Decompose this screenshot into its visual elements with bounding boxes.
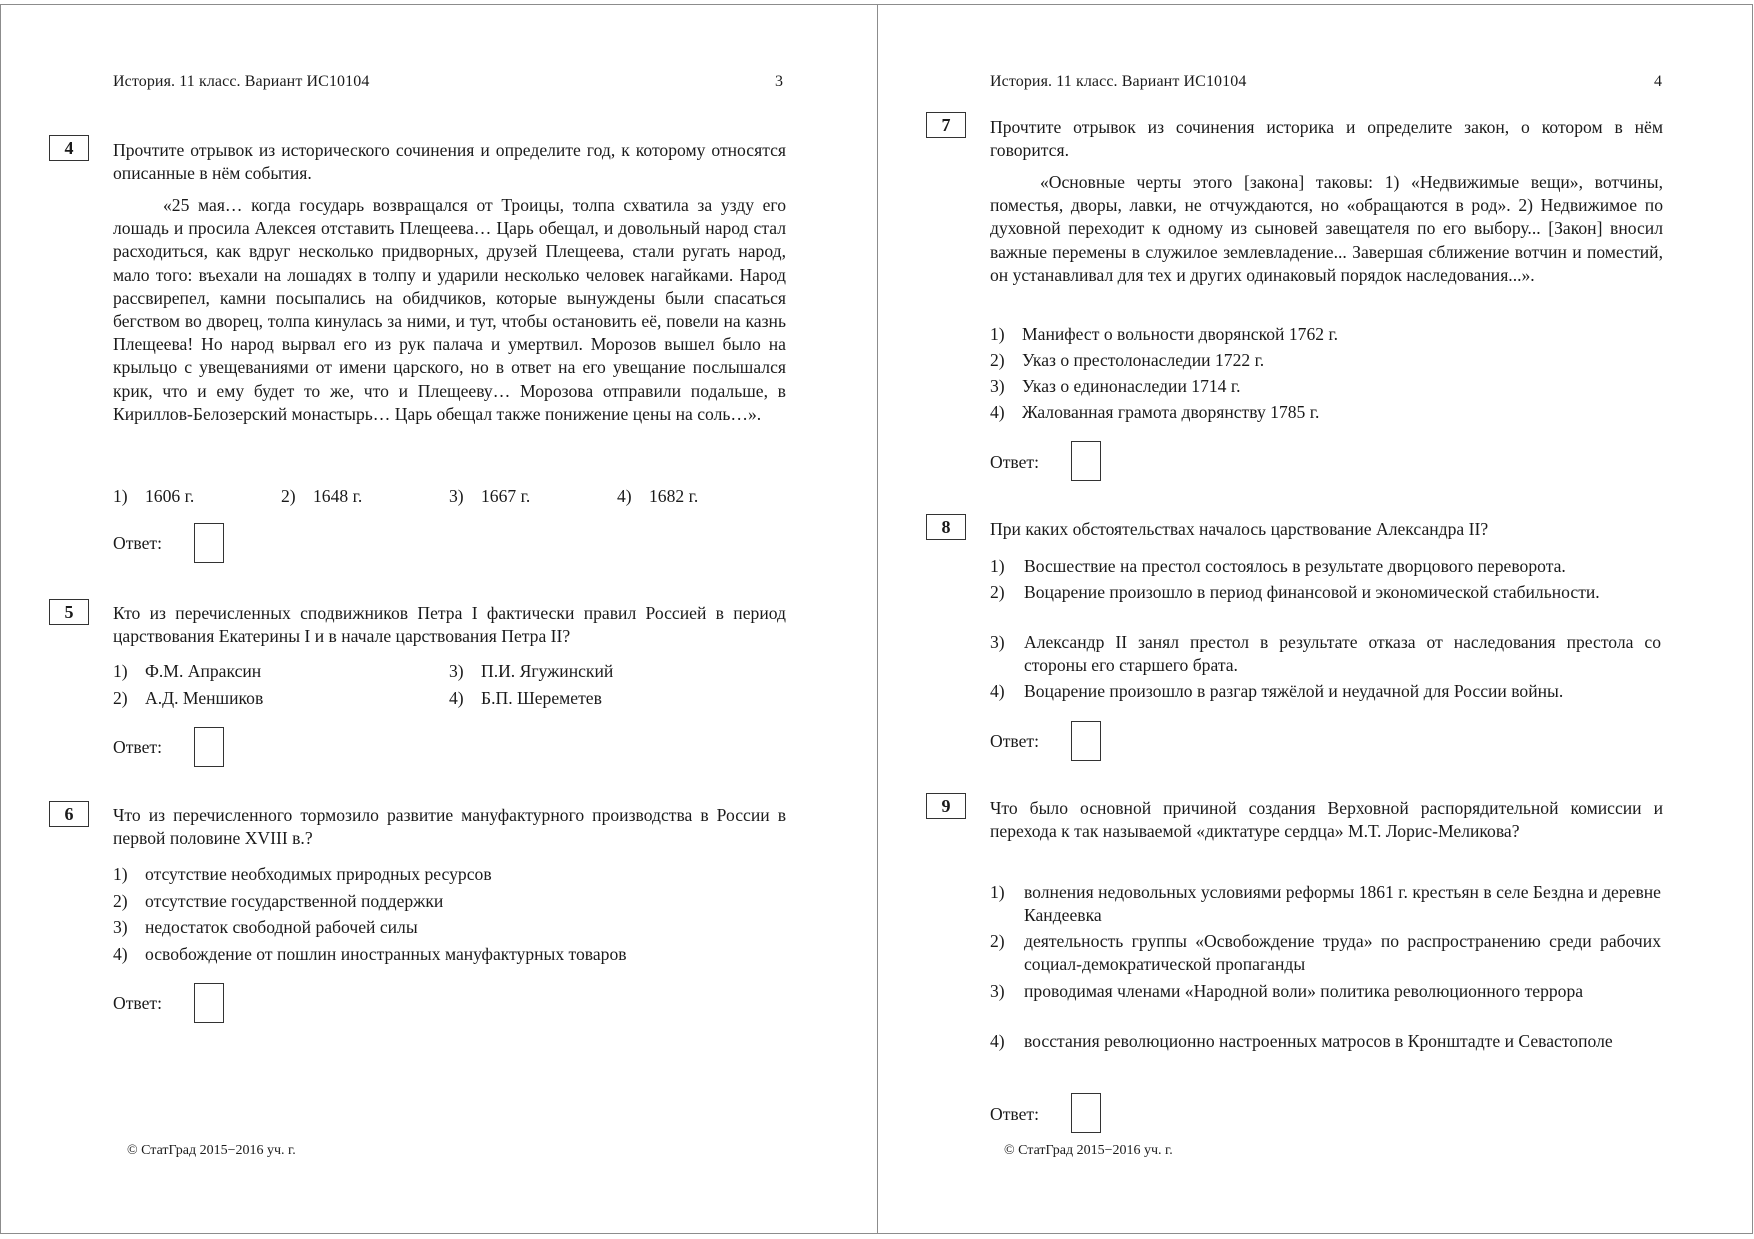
option-number: 3) (449, 486, 464, 506)
option-text: 1682 г. (649, 486, 699, 506)
option-number: 1) (990, 556, 1005, 576)
answer-label: Ответ: (990, 452, 1039, 472)
answer-option[interactable] (990, 881, 1661, 927)
answer-option[interactable] (617, 485, 698, 508)
option-text: Манифест о вольности дворянской 1762 г. (1022, 324, 1339, 344)
option-number: 1) (990, 324, 1005, 344)
page-header: История. 11 класс. Вариант ИС10104 (990, 73, 1247, 90)
answer-option[interactable] (990, 401, 1319, 424)
option-number: 2) (990, 350, 1005, 370)
option-number: 1) (113, 864, 128, 884)
option-text: Восшествие на престол состоялось в результате дворцового переворота. (1024, 556, 1566, 576)
question-number: 4 (49, 135, 89, 161)
option-text: восстания революционно настроенных матросов в Кронштадте и Севастополе (1024, 1031, 1613, 1051)
option-text: Воцарение произошло в разгар тяжёлой и неудачной для России войны. (1024, 681, 1564, 701)
option-text: 1606 г. (145, 486, 195, 506)
option-text: Воцарение произошло в период финансовой и экономической стабильности. (1024, 582, 1600, 602)
answer-label: Ответ: (113, 993, 162, 1013)
question-prompt: Что из перечисленного тормозило развитие мануфактурного производства в России в первой половине XVIII в.? (113, 805, 786, 848)
answer-label: Ответ: (990, 731, 1039, 751)
option-text: проводимая членами «Народной воли» политика революционного террора (1024, 981, 1584, 1001)
answer-box[interactable] (194, 523, 224, 563)
option-text: Указ о единонаследии 1714 г. (1022, 376, 1241, 396)
option-number: 4) (990, 681, 1005, 701)
option-number: 2) (113, 688, 128, 708)
option-number: 2) (990, 931, 1005, 951)
page-number: 4 (1654, 73, 1662, 90)
answer-option[interactable] (449, 485, 530, 508)
option-number: 2) (113, 891, 128, 911)
option-text: отсутствие государственной поддержки (145, 891, 444, 911)
answer-box[interactable] (1071, 1093, 1101, 1133)
page-footer: © СтатГрад 2015−2016 уч. г. (127, 1143, 296, 1158)
page-number: 3 (775, 73, 783, 90)
option-number: 1) (113, 661, 128, 681)
answer-option[interactable] (113, 687, 263, 710)
option-text: Указ о престолонаследии 1722 г. (1022, 350, 1265, 370)
answer-option[interactable] (281, 485, 362, 508)
source-quote: «Основные черты этого [закона] таковы: 1) «Недвижимые вещи», вотчины, поместья, дворы, лавки, не отчуждаются, но «обращаются в род». 2) Недвижимое по духовной переходит к одному из сыновей завещателя по его выбору... [Закон] вносил важные перемены в служилое землевладение... Завершая сближение вотчин и поместий, он устанавливал для тех и других одинаковый порядок наследования...». (990, 172, 1663, 285)
answer-option[interactable] (990, 680, 1661, 703)
question-number: 8 (926, 514, 966, 540)
option-number: 4) (990, 402, 1005, 422)
answer-box[interactable] (1071, 441, 1101, 481)
option-number: 4) (617, 486, 632, 506)
option-text: недостаток свободной рабочей силы (145, 917, 418, 937)
option-text: Б.П. Шереметев (481, 688, 602, 708)
page-left (0, 4, 878, 1234)
answer-box[interactable] (194, 727, 224, 767)
answer-option[interactable] (113, 863, 492, 886)
option-number: 3) (990, 376, 1005, 396)
answer-label: Ответ: (990, 1104, 1039, 1124)
answer-option[interactable] (990, 1030, 1661, 1053)
page-header: История. 11 класс. Вариант ИС10104 (113, 73, 370, 90)
option-number: 4) (113, 944, 128, 964)
answer-option[interactable] (113, 660, 261, 683)
answer-option[interactable] (113, 485, 194, 508)
source-quote: «25 мая… когда государь возвращался от Троицы, толпа схватила за узду его лошадь и просила Алексея отставить Плещеева… Царь обещал, и довольный народ стал расходиться, как вдруг несколько придворных, друзей Плещеева, стали ругать народ, мало того: въехали на лошадях в толпу и ударили несколько человек нагайками. Народ рассвирепел, камни посыпались на обидчиков, которые вынуждены были спасаться бегством во дворец, толпа кинулась за ними, и тут, чтобы остановить её, повели на казнь Плещеева! Но народ вырвал его из рук палача и умертвил. Морозов вышел было на крыльцо с увещеваниями от имени царского, но в ответ на его увещание послышался крик, что и ему будет то же, что и Плещееву… Морозова отправили подальше, в Кириллов-Белозерский монастырь… Царь обещал также понижение цены на соль…». (113, 195, 786, 424)
option-number: 3) (113, 917, 128, 937)
option-number: 2) (990, 582, 1005, 602)
question-number: 5 (49, 599, 89, 625)
answer-box[interactable] (194, 983, 224, 1023)
question-prompt: Что было основной причиной создания Верховной распорядительной комиссии и перехода к так называемой «диктатуре сердца» М.Т. Лорис-Меликова? (990, 798, 1663, 841)
option-number: 3) (449, 661, 464, 681)
option-number: 2) (281, 486, 296, 506)
option-text: отсутствие необходимых природных ресурсов (145, 864, 492, 884)
page-footer: © СтатГрад 2015−2016 уч. г. (1004, 1143, 1173, 1158)
answer-option[interactable] (990, 323, 1338, 346)
question-number: 6 (49, 801, 89, 827)
option-number: 3) (990, 632, 1005, 652)
option-text: Александр II занял престол в результате отказа от наследования престола со стороны его старшего брата. (1024, 632, 1661, 675)
option-number: 4) (990, 1031, 1005, 1051)
option-text: А.Д. Меншиков (145, 688, 264, 708)
question-number: 7 (926, 112, 966, 138)
option-number: 1) (990, 882, 1005, 902)
option-text: Ф.М. Апраксин (145, 661, 262, 681)
answer-label: Ответ: (113, 737, 162, 757)
answer-option[interactable] (449, 660, 613, 683)
question-prompt: Прочтите отрывок из исторического сочинения и определите год, к которому относятся описанные в нём события. (113, 140, 786, 183)
option-number: 1) (113, 486, 128, 506)
option-text: освобождение от пошлин иностранных мануфактурных товаров (145, 944, 627, 964)
answer-option[interactable] (990, 555, 1661, 578)
answer-option[interactable] (113, 916, 418, 939)
question-prompt: Кто из перечисленных сподвижников Петра I фактически правил Россией в период царствования Екатерины I и в начале царствования Петра II? (113, 603, 786, 646)
option-text: волнения недовольных условиями реформы 1861 г. крестьян в селе Бездна и деревне Кандеевка (1024, 882, 1661, 925)
answer-option[interactable] (990, 375, 1241, 398)
answer-option[interactable] (449, 687, 602, 710)
answer-option[interactable] (990, 581, 1661, 604)
option-text: П.И. Ягужинский (481, 661, 614, 681)
page-right (877, 4, 1753, 1234)
answer-option[interactable] (990, 349, 1264, 372)
option-text: 1667 г. (481, 486, 531, 506)
option-text: 1648 г. (313, 486, 363, 506)
option-number: 4) (449, 688, 464, 708)
question-number: 9 (926, 793, 966, 819)
option-text: Жалованная грамота дворянству 1785 г. (1022, 402, 1320, 422)
option-text: деятельность группы «Освобождение труда» по распространению среди рабочих социал-демократической пропаганды (1024, 931, 1661, 974)
answer-option[interactable] (990, 980, 1661, 1003)
option-number: 3) (990, 981, 1005, 1001)
answer-option[interactable] (990, 631, 1661, 677)
question-prompt: При каких обстоятельствах началось царствование Александра II? (990, 519, 1489, 539)
answer-box[interactable] (1071, 721, 1101, 761)
answer-option[interactable] (113, 890, 443, 913)
answer-label: Ответ: (113, 533, 162, 553)
answer-option[interactable] (113, 943, 627, 966)
answer-option[interactable] (990, 930, 1661, 976)
question-prompt: Прочтите отрывок из сочинения историка и определите закон, о котором в нём говорится. (990, 117, 1663, 160)
